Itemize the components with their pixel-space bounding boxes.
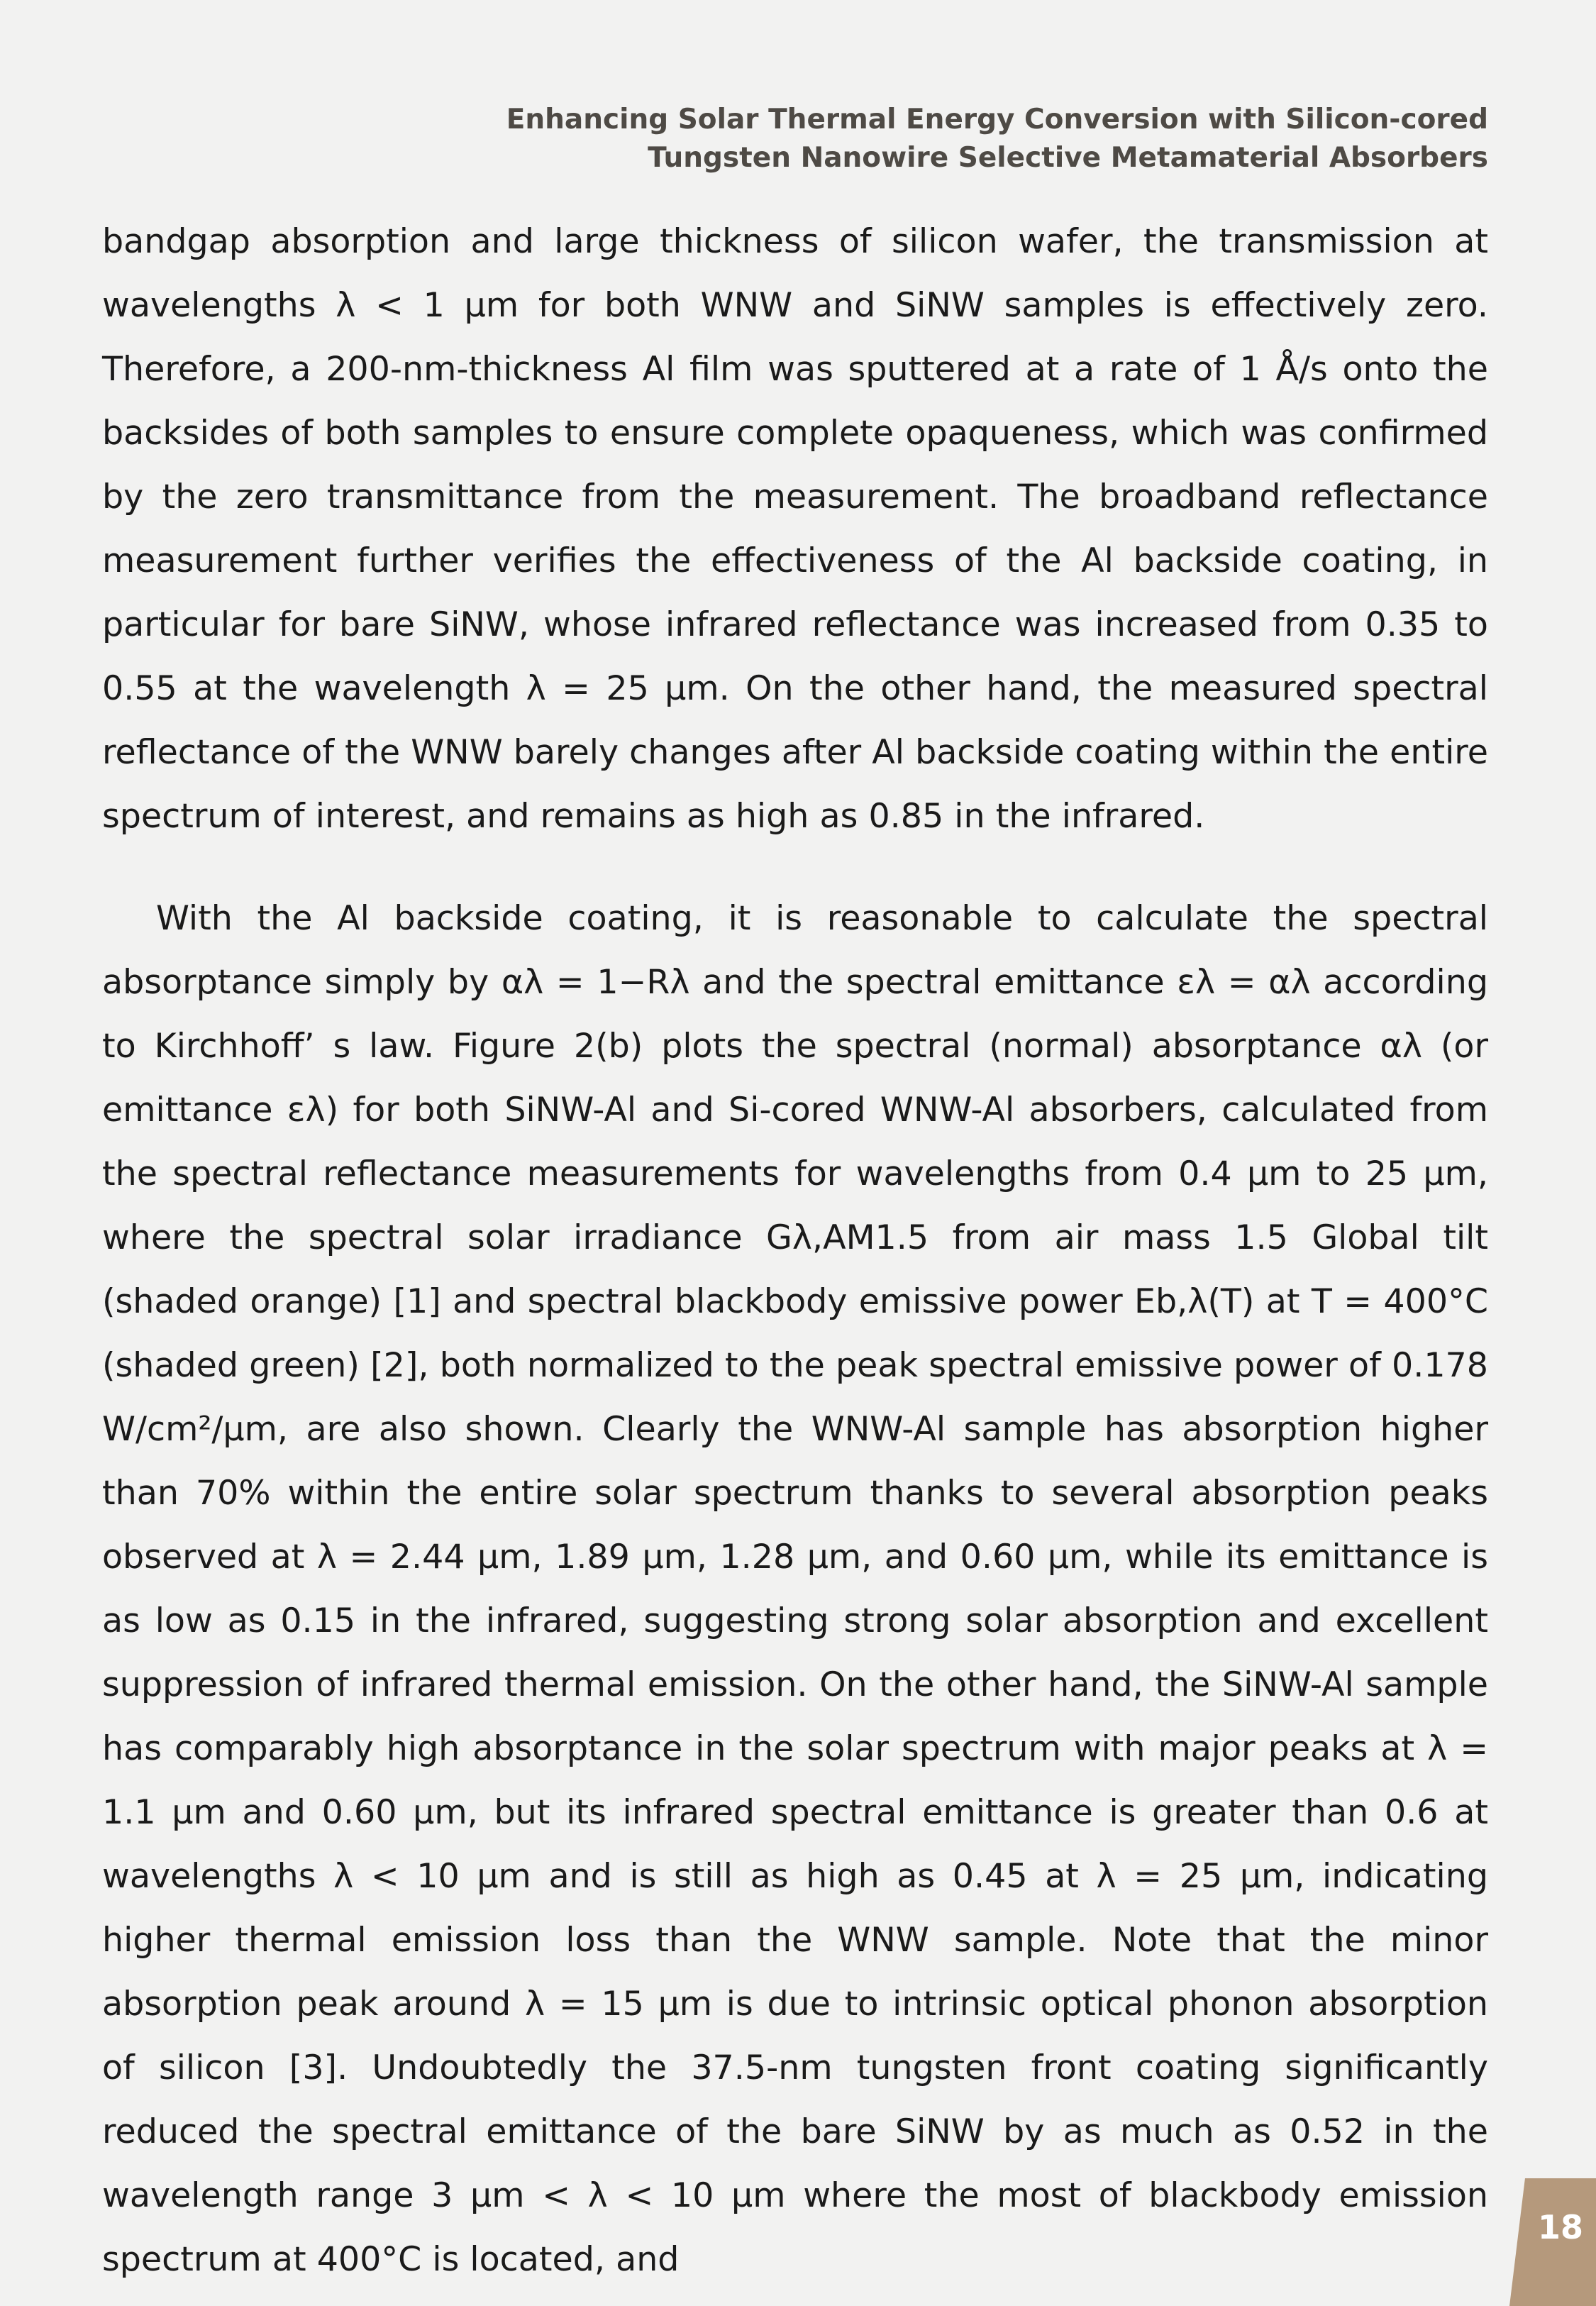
body-text — [102, 210, 1488, 2292]
header-title-line-2: Tungsten Nanowire Selective Metamaterial Absorbers — [648, 142, 1488, 174]
running-header — [506, 101, 1488, 177]
page-number: 18 — [1537, 2208, 1583, 2246]
paragraph-2: With the Al backside coating, it is reasonable to calculate the spectral absorptance simply by αλ = 1−Rλ and the spectral emittance ελ = αλ according to Kirchhoff’ s law. Figure 2(b) plots the spectral (normal) absorptance αλ (or emittance ελ) for both SiNW-Al and Si-cored WNW-Al absorbers, calculated from the spectral reflectance measurements for wavelengths from 0.4 μm to 25 μm, where the spectral solar irradiance Gλ,AM1.5 from air mass 1.5 Global tilt (shaded orange) [1] and spectral blackbody emissive power Eb,λ(T) at T = 400°C (shaded green) [2], both normalized to the peak spectral emissive power of 0.178 W/cm²/μm, are also shown. Clearly the WNW-Al sample has absorption higher than 70% within the entire solar spectrum thanks to several absorption peaks observed at λ = 2.44 μm, 1.89 μm, 1.28 μm, and 0.60 μm, while its emittance is as low as 0.15 in the infrared, suggesting strong solar absorption and excellent suppression of infrared thermal emission. On the other hand, the SiNW-Al sample has comparably high absorptance in the solar spectrum with major peaks at λ = 1.1 μm and 0.60 μm, but its infrared spectral emittance is greater than 0.6 at wavelengths λ < 10 μm and is still as high as 0.45 at λ = 25 μm, indicating higher thermal emission loss than the WNW sample. Note that the minor absorption peak around λ = 15 μm is due to intrinsic optical phonon absorption of silicon [3]. Undoubtedly the 37.5-nm tungsten front coating significantly reduced the spectral emittance of the bare SiNW by as much as 0.52 in the wavelength range 3 μm < λ < 10 μm where the most of blackbody emission spectrum at 400°C is located, and — [102, 899, 1488, 2279]
paragraph-1: bandgap absorption and large thickness of silicon wafer, the transmission at wavelengths λ < 1 μm for both WNW and SiNW samples is effectively zero. Therefore, a 200-nm-thickness Al film was sputtered at a rate of 1 Å/s onto the backsides of both samples to ensure complete opaqueness, which was confirmed by the zero transmittance from the measurement. The broadband reflectance measurement further verifies the effectiveness of the Al backside coating, in particular for bare SiNW, whose infrared reflectance was increased from 0.35 to 0.55 at the wavelength λ = 25 μm. On the other hand, the measured spectral reflectance of the WNW barely changes after Al backside coating within the entire spectrum of interest, and remains as high as 0.85 in the infrared. — [102, 222, 1488, 836]
header-title-line-1: Enhancing Solar Thermal Energy Conversion with Silicon-cored — [506, 104, 1488, 136]
